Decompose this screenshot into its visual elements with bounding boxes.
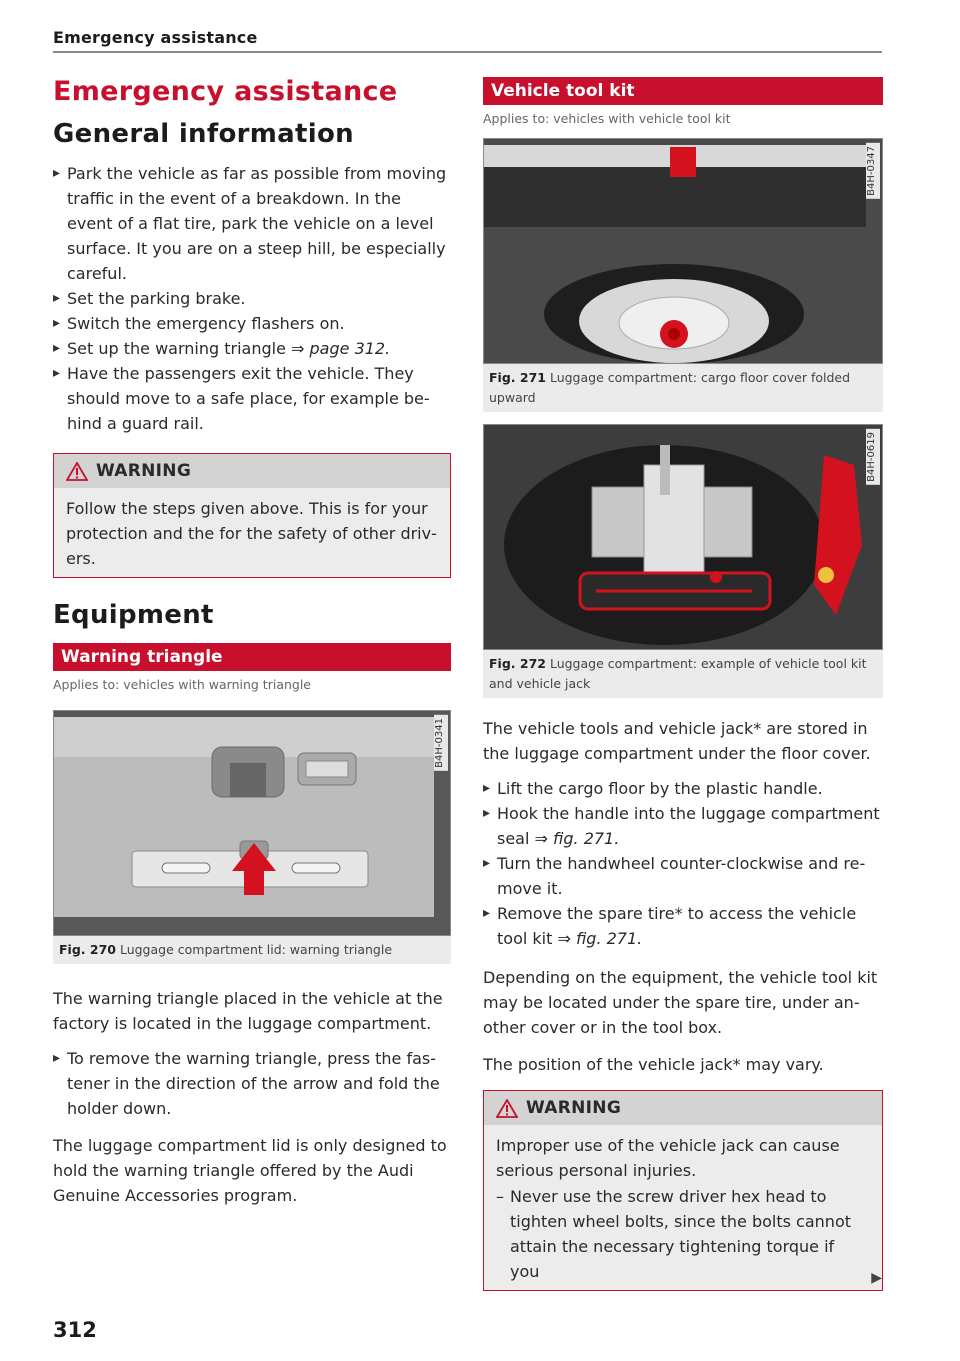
step-remove-triangle: ▸ To remove the warning triangle, press the fastener in the direction of the arrow and fold the holder down. [53,1046,451,1121]
figure-code: B4H-0347 [866,143,880,199]
figure-270 [53,710,451,936]
header-rule [53,51,882,53]
section-title: Emergency assistance [53,76,398,107]
page-number: 312 [53,1318,97,1342]
applies-to-toolkit: Applies to: vehicles with vehicle tool kit [483,111,731,126]
toolkit-steps [483,776,883,951]
step-remove-spare [483,901,883,951]
step-remove-text: Remove the spare tire* to access the vehicle tool kit [497,904,857,948]
step-hook-text: Hook the handle into the luggage compartment seal [497,804,880,848]
figure-271 [483,138,883,364]
warning-label: WARNING [526,1098,622,1118]
figure-code: B4H-0341 [434,715,448,771]
figure-270-caption [53,936,451,964]
step-flashers: ▸ Switch the emergency flashers on. [53,311,451,336]
lid-paragraph: The luggage compartment lid is only designed to hold the warning triangle offered by the Audi Genuine Accessories program. [53,1136,447,1205]
warning-text: Follow the steps given above. This is for your protection and the for the safety of other drivers. [66,499,437,568]
warning-triangle-icon [496,1099,518,1118]
figure-caption-text: Luggage compartment: example of vehicle tool kit and vehicle jack [489,656,867,691]
warning-box-jack [483,1090,883,1291]
warning-triangle-icon [66,462,88,481]
warning-text: Improper use of the vehicle jack can cause serious personal injuries. [496,1136,840,1180]
fig-ref-link[interactable]: ⇒ fig. 271. [557,929,643,948]
warning-header [54,454,450,488]
triangle-paragraph: The warning triangle placed in the vehicle at the factory is located in the luggage compartment. [53,989,443,1033]
figure-272 [483,424,883,650]
subsection-title: General information [53,119,354,149]
left-column [53,70,451,1208]
figure-caption-text: Luggage compartment lid: warning triangle [119,942,393,957]
luggage-lid-illustration [54,711,450,935]
figure-caption-text: Luggage compartment: cargo floor cover folded upward [489,370,851,405]
applies-to-triangle: Applies to: vehicles with warning triangle [53,677,311,692]
spare-tire-illustration [484,139,882,363]
warning-label: WARNING [96,461,192,481]
tool-kit-bar: Vehicle tool kit [483,77,883,105]
step-passengers: ▸ Have the passengers exit the vehicle. They should move to a safe place, for example behind a guard rail. [53,361,451,436]
step-park: ▸ Park the vehicle as far as possible from moving traffic in the event of a breakdown. In the event of a flat tire, park the vehicle on a level surface. It you are on a steep hill, be especially careful. [53,161,451,286]
figure-272-caption [483,650,883,698]
step-triangle [53,336,451,361]
fig-ref-link[interactable]: ⇒ fig. 271. [534,829,620,848]
warning-triangle-bar: Warning triangle [53,643,451,671]
figure-number: Fig. 272 [489,656,546,671]
step-triangle-text: Set up the warning triangle [67,339,286,358]
warning-body [484,1125,882,1290]
warning-box-general [53,453,451,578]
equipment-title: Equipment [53,600,214,630]
page-ref-link[interactable]: ⇒ page 312. [291,339,391,358]
right-column [483,77,883,1291]
figure-number: Fig. 270 [59,942,116,957]
continue-arrow-icon: ▶ [871,1270,882,1286]
figure-code: B4H-0619 [866,429,880,485]
jack-position-paragraph: The position of the vehicle jack* may vary. [483,1055,824,1074]
toolkit-intro: The vehicle tools and vehicle jack* are stored in the luggage compartment under the floor cover. [483,719,871,763]
step-lift-floor: ▸ Lift the cargo floor by the plastic handle. [483,776,883,801]
general-steps [53,161,451,436]
figure-271-caption [483,364,883,412]
warning-header [484,1091,882,1125]
equipment-paragraph: Depending on the equipment, the vehicle tool kit may be located under the spare tire, under another cover or in the tool box. [483,968,878,1037]
tool-kit-illustration [484,425,882,649]
step-parking-brake: ▸ Set the parking brake. [53,286,451,311]
figure-number: Fig. 271 [489,370,546,385]
running-header: Emergency assistance [53,28,258,47]
warning-dash-item: – Never use the screw driver hex head to tighten wheel bolts, since the bolts cannot attain the necessary tightening torque if you [496,1184,860,1284]
step-handwheel: ▸ Turn the handwheel counter-clockwise and remove it. [483,851,883,901]
step-hook-handle [483,801,883,851]
